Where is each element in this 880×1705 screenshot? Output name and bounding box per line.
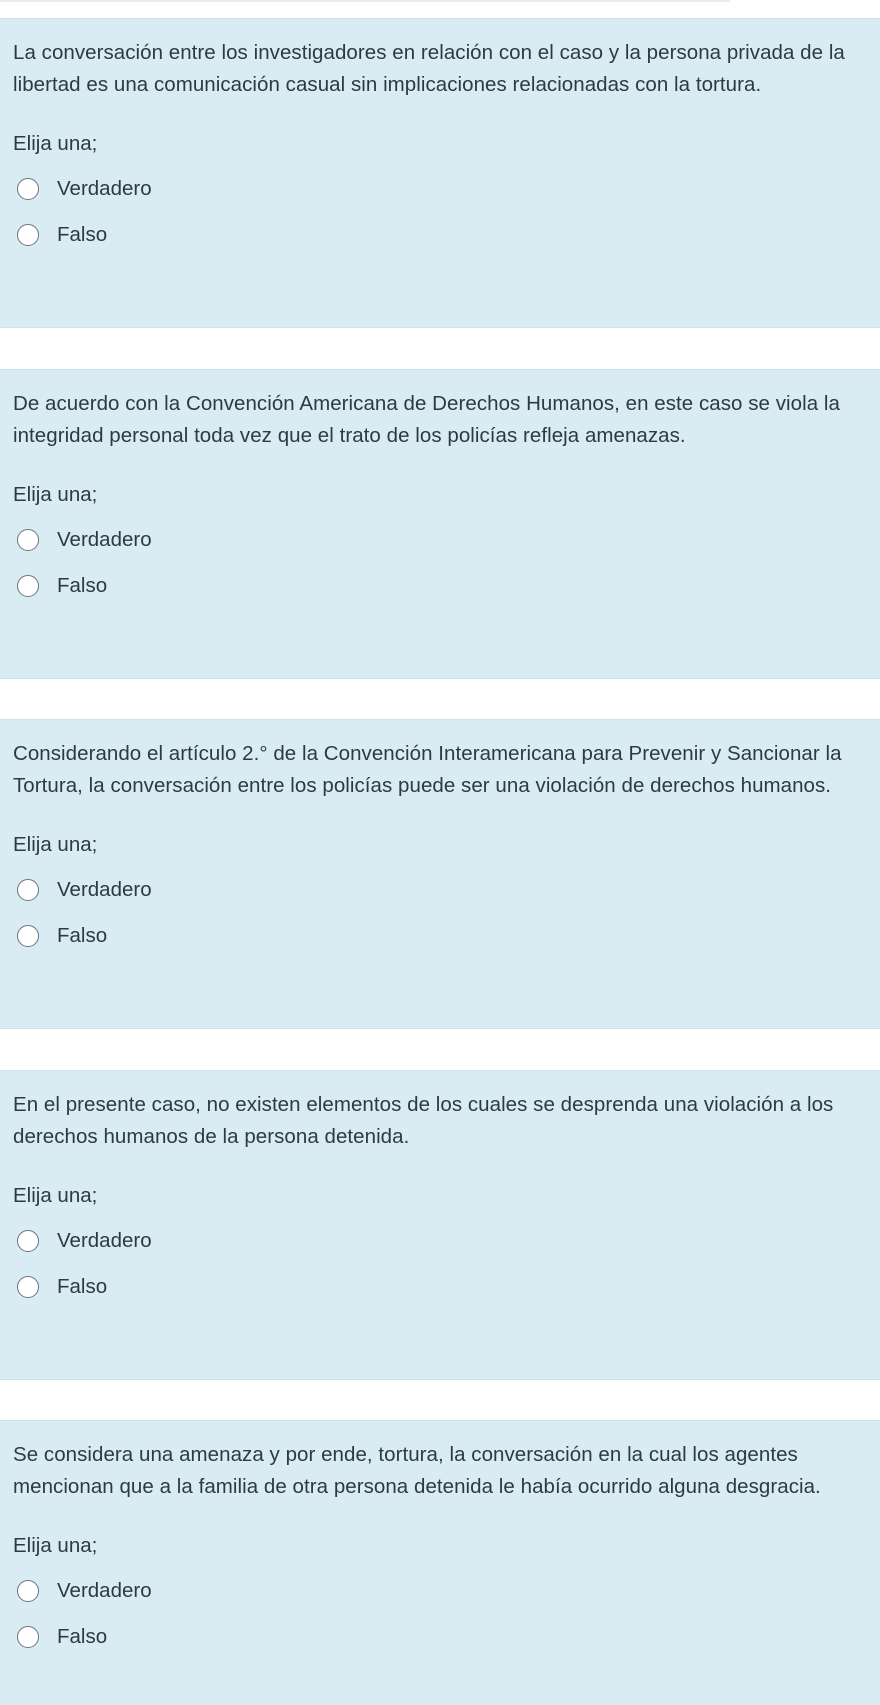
option-label: Falso (57, 1625, 108, 1648)
answer-options-4 (13, 1218, 866, 1310)
question-prompt-4: Elija una; (13, 1184, 98, 1207)
option-falso-5[interactable] (13, 1614, 866, 1660)
question-card-4 (0, 1070, 880, 1380)
radio-button-icon[interactable] (17, 1580, 39, 1602)
option-falso-2[interactable] (13, 563, 866, 609)
radio-button-icon[interactable] (17, 1626, 39, 1648)
question-text-3: Considerando el artículo 2.° de la Convención Interamericana para Prevenir y Sancionar la Tortura, la conversación entre los policías puede ser una violación de derechos humanos. (13, 742, 842, 797)
answer-options-2 (13, 517, 866, 609)
top-divider (0, 0, 730, 2)
question-text-4: En el presente caso, no existen elementos de los cuales se desprenda una violación a los derechos humanos de la persona detenida. (13, 1093, 834, 1148)
question-card-5 (0, 1420, 880, 1705)
question-prompt-5: Elija una; (13, 1534, 98, 1557)
option-verdadero-4[interactable] (13, 1218, 866, 1264)
question-text-1: La conversación entre los investigadores en relación con el caso y la persona privada de la libertad es una comunicación casual sin implicaciones relacionadas con la tortura. (13, 41, 845, 96)
question-text-2: De acuerdo con la Convención Americana de Derechos Humanos, en este caso se viola la integridad personal toda vez que el trato de los policías refleja amenazas. (13, 392, 840, 447)
option-verdadero-1[interactable] (13, 166, 866, 212)
option-label: Falso (57, 574, 108, 597)
option-label: Falso (57, 223, 108, 246)
option-label: Falso (57, 1275, 108, 1298)
option-verdadero-3[interactable] (13, 867, 866, 913)
answer-options-1 (13, 166, 866, 258)
radio-button-icon[interactable] (17, 529, 39, 551)
question-prompt-1: Elija una; (13, 132, 98, 155)
radio-button-icon[interactable] (17, 178, 39, 200)
option-label: Verdadero (57, 1579, 152, 1602)
option-label: Verdadero (57, 528, 152, 551)
question-card-2 (0, 369, 880, 679)
question-text-5: Se considera una amenaza y por ende, tortura, la conversación en la cual los agentes mencionan que a la familia de otra persona detenida le había ocurrido alguna desgracia. (13, 1443, 821, 1498)
answer-options-3 (13, 867, 866, 959)
answer-options-5 (13, 1568, 866, 1660)
radio-button-icon[interactable] (17, 1230, 39, 1252)
question-card-1 (0, 18, 880, 328)
option-verdadero-2[interactable] (13, 517, 866, 563)
question-prompt-3: Elija una; (13, 833, 98, 856)
option-falso-1[interactable] (13, 212, 866, 258)
question-prompt-2: Elija una; (13, 483, 98, 506)
option-label: Verdadero (57, 1229, 152, 1252)
question-card-3 (0, 719, 880, 1029)
option-verdadero-5[interactable] (13, 1568, 866, 1614)
option-falso-3[interactable] (13, 913, 866, 959)
option-label: Verdadero (57, 177, 152, 200)
option-label: Falso (57, 924, 108, 947)
option-label: Verdadero (57, 878, 152, 901)
radio-button-icon[interactable] (17, 1276, 39, 1298)
radio-button-icon[interactable] (17, 575, 39, 597)
option-falso-4[interactable] (13, 1264, 866, 1310)
radio-button-icon[interactable] (17, 925, 39, 947)
radio-button-icon[interactable] (17, 879, 39, 901)
radio-button-icon[interactable] (17, 224, 39, 246)
